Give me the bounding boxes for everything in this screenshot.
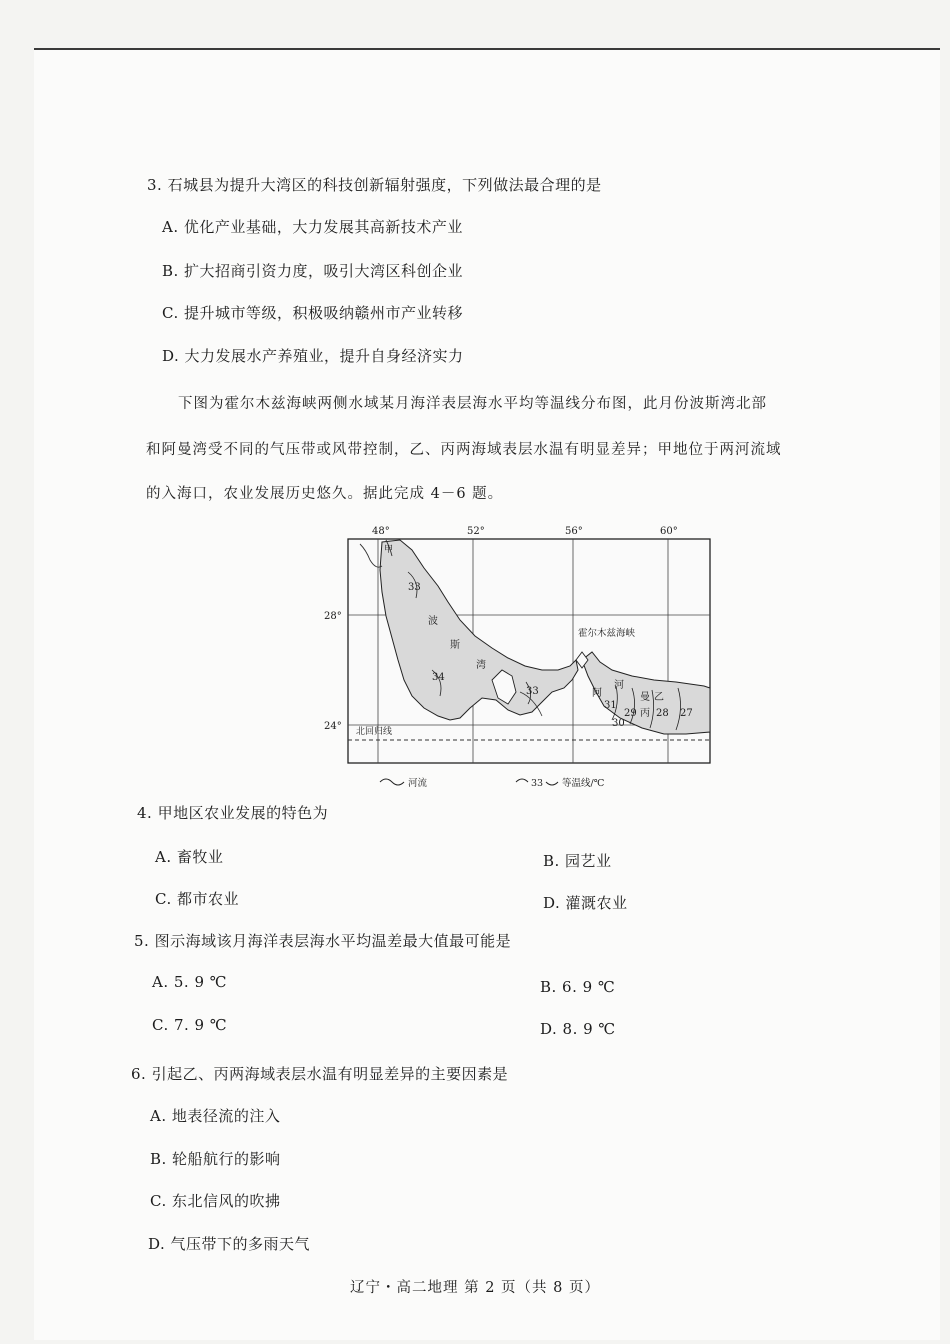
legend-isotherm-value: 33 xyxy=(531,778,544,789)
map-intro-line-2: 和阿曼湾受不同的气压带或风带控制，乙、丙两海域表层水温有明显差异；甲地位于两河流域 xyxy=(146,442,782,458)
question-5-option-b: B. 6. 9 ℃ xyxy=(540,978,616,996)
question-3-option-c: C. 提升城市等级，积极吸纳赣州市产业转移 xyxy=(162,304,463,322)
label-hormuz: 霍尔木兹海峡 xyxy=(578,628,636,639)
label-si: 斯 xyxy=(450,640,460,651)
question-4-option-d: D. 灌溉农业 xyxy=(543,894,628,912)
label-he: 河 xyxy=(614,680,624,691)
isotherm-map-figure xyxy=(320,520,720,810)
question-4-option-c: C. 都市农业 xyxy=(155,890,239,908)
label-yi: 乙 xyxy=(654,692,664,703)
question-5-option-d: D. 8. 9 ℃ xyxy=(540,1020,616,1038)
question-6-stem: 6. 引起乙、丙两海域表层水温有明显差异的主要因素是 xyxy=(131,1065,509,1083)
question-4-option-b: B. 园艺业 xyxy=(543,852,612,870)
lat-label-24: 24° xyxy=(324,721,342,732)
label-jia: 甲 xyxy=(384,545,394,555)
question-3-option-a: A. 优化产业基础，大力发展其高新技术产业 xyxy=(162,218,463,236)
question-5-option-c: C. 7. 9 ℃ xyxy=(152,1016,228,1034)
isotherm-label-29: 29 xyxy=(624,708,637,719)
legend-river-label: 河流 xyxy=(408,778,428,789)
isotherm-label-33-south: 33 xyxy=(526,686,539,697)
question-6-option-c: C. 东北信风的吹拂 xyxy=(150,1192,281,1210)
lon-label-52: 52° xyxy=(467,526,485,537)
question-3-stem: 3. 石城县为提升大湾区的科技创新辐射强度，下列做法最合理的是 xyxy=(147,176,602,194)
lon-label-56: 56° xyxy=(565,526,583,537)
question-5-stem: 5. 图示海域该月海洋表层海水平均温差最大值最可能是 xyxy=(134,932,512,950)
lon-label-48: 48° xyxy=(372,526,390,537)
question-3-option-b: B. 扩大招商引资力度，吸引大湾区科创企业 xyxy=(162,262,464,280)
label-wan: 湾 xyxy=(476,660,486,671)
isotherm-label-30: 30 xyxy=(612,718,625,729)
question-3-option-d: D. 大力发展水产养殖业，提升自身经济实力 xyxy=(162,347,464,365)
legend-isotherm-symbol-left xyxy=(516,779,528,782)
isotherm-label-28: 28 xyxy=(656,708,669,719)
legend-isotherm-symbol-right xyxy=(546,782,558,785)
label-bo: 波 xyxy=(428,616,438,627)
legend-isotherm-label: 等温线/℃ xyxy=(562,778,605,789)
question-6-option-b: B. 轮船航行的影响 xyxy=(150,1150,281,1168)
isotherm-label-31: 31 xyxy=(604,700,617,711)
isotherm-label-27: 27 xyxy=(680,708,693,719)
page-footer: 辽宁・高二地理 第 2 页（共 8 页） xyxy=(350,1280,600,1296)
tropic-of-cancer-label: 北回归线 xyxy=(356,727,393,737)
label-man: 曼 xyxy=(640,692,650,703)
lon-label-60: 60° xyxy=(660,526,678,537)
question-6-option-a: A. 地表径流的注入 xyxy=(150,1107,281,1125)
isotherm-map xyxy=(320,520,720,810)
map-intro-line-1: 下图为霍尔木兹海峡两侧水域某月海洋表层海水平均等温线分布图，此月份波斯湾北部 xyxy=(178,396,767,412)
isotherm-label-34: 34 xyxy=(432,672,445,683)
question-4-option-a: A. 畜牧业 xyxy=(155,848,224,866)
legend-river-symbol xyxy=(380,779,404,785)
lat-label-28: 28° xyxy=(324,611,342,622)
question-5-option-a: A. 5. 9 ℃ xyxy=(152,973,228,991)
label-a: 阿 xyxy=(592,688,602,699)
question-6-option-d: D. 气压带下的多雨天气 xyxy=(148,1235,311,1253)
label-bing: 丙 xyxy=(640,708,650,719)
map-intro-line-3: 的入海口，农业发展历史悠久。据此完成 4－6 题。 xyxy=(146,486,504,502)
isotherm-label-33-north: 33 xyxy=(408,582,421,593)
question-4-stem: 4. 甲地区农业发展的特色为 xyxy=(137,804,329,822)
